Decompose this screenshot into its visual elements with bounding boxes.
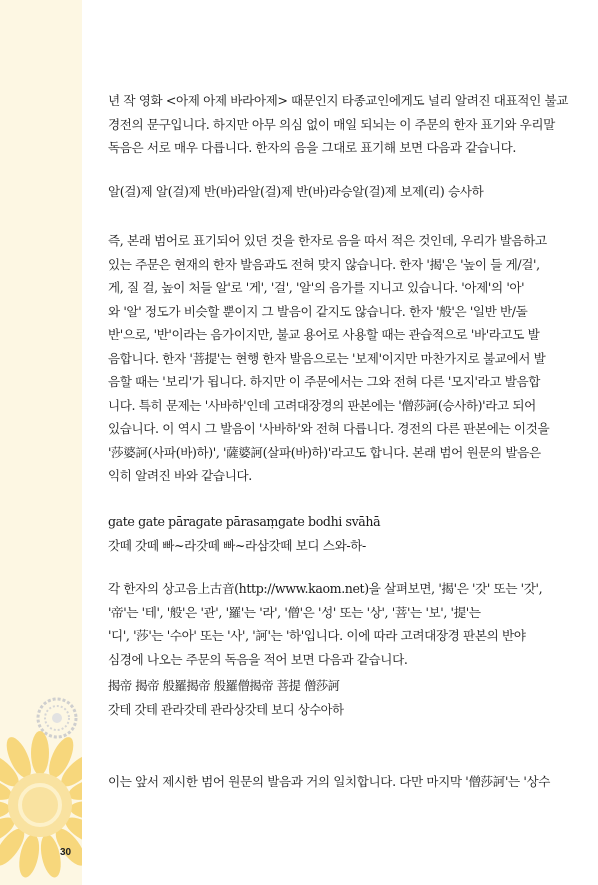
hanja-text: 揭帝 揭帝 般羅揭帝 般羅僧揭帝 菩提 僧莎訶 <box>108 679 340 693</box>
paragraph-movie-intro <box>108 89 586 160</box>
paragraph-pronunciation-analysis <box>108 229 586 488</box>
text-line: 있습니다. 이 역시 그 발음이 '사바하'와 전혀 다릅니다. 경전의 다른 판본에는 이것을 <box>108 421 550 436</box>
text-line: '디', '莎'는 '수아' 또는 '사', '訶'는 '하'입니다. 이에 따라 고려대장경 판본의 반야 <box>108 628 526 643</box>
text-line: 반'으로, '반'이라는 음가이지만, 불교 용어로 사용할 때는 관습적으로 '바'라고도 발 <box>108 327 540 342</box>
text-line: 독음은 서로 매우 다릅니다. 한자의 음을 그대로 표기해 보면 다음과 같습니다. <box>108 140 516 155</box>
text-line: 익히 알려진 바와 같습니다. <box>108 468 252 483</box>
text-line: 음합니다. 한자 '菩提'는 현행 한자 발음으로는 '보제'이지만 마찬가지로 불교에서 발 <box>108 350 546 366</box>
hanja-mantra <box>108 675 586 722</box>
sanskrit-transliteration: gate gate pāragate pārasaṃgate bodhi svāhā <box>108 514 381 529</box>
paragraph-conclusion <box>108 770 586 794</box>
archaic-pronunciation: 갓테 갓테 관라갓테 관라상갓테 보디 상수아하 <box>108 702 344 717</box>
text-line: '帝'는 '테', '般'은 '관', '羅'는 '라', '僧'은 '성' 또는 '상', '菩'는 '보', '提'는 <box>108 604 481 620</box>
text-line: 년 작 영화 <아제 아제 바라아제> 때문인지 타종교인에게도 널리 알려진 대표적인 불교 <box>108 93 568 108</box>
page-number: 30 <box>60 847 72 858</box>
text-line: '莎婆訶(사파(바)하)', '薩婆訶(살파(바)하)'라고도 합니다. 본래 범어 원문의 발음은 <box>108 444 541 460</box>
text-line: 경전의 문구입니다. 하지만 아무 의심 없이 매일 되뇌는 이 주문의 한자 표기와 우리말 <box>108 116 555 132</box>
text-line: 음할 때는 '보리'가 됩니다. 하지만 이 주문에서는 그와 전혀 다른 '모지'라고 발음합 <box>108 374 540 389</box>
text-line: 각 한자의 상고음上古音(http://www.kaom.net)을 살펴보면, '揭'은 '갓' 또는 '갓', <box>108 581 543 596</box>
korean-pronunciation: 갓떼 갓떼 빠~라갓떼 빠~라삼갓떼 보디 스와-하- <box>108 537 366 553</box>
text-line: 있는 주문은 현재의 한자 발음과도 전혀 맞지 않습니다. 한자 '揭'은 '높이 들 게/걸', <box>108 256 540 272</box>
sanskrit-mantra <box>108 510 586 557</box>
ring-ornament-icon <box>38 699 76 737</box>
text-line: 알(걸)제 알(걸)제 반(바)라알(걸)제 반(바)라승알(걸)제 보제(리) 승사하 <box>108 184 484 199</box>
text-line: 즉, 본래 범어로 표기되어 있던 것을 한자로 음을 따서 적은 것인데, 우리가 발음하고 <box>108 233 547 248</box>
paragraph-archaic-readings <box>108 577 586 671</box>
text-line: 와 '알' 정도가 비슷할 뿐이지 그 발음이 같지도 않습니다. 한자 '般'은 '일반 반/돌 <box>108 303 528 319</box>
text-line: 이는 앞서 제시한 범어 원문의 발음과 거의 일치합니다. 다만 마지막 '僧莎訶'는 '상수 <box>108 774 550 789</box>
hanja-reading-line <box>108 180 586 204</box>
text-line: 게, 질 걸, 높이 처들 알'로 '게', '걸', '알'의 음가를 지니고 있습니다. '아제'의 '아' <box>108 280 525 295</box>
text-line: 심경에 나오는 주문의 독음을 적어 보면 다음과 같습니다. <box>108 651 408 667</box>
text-line: 니다. 특히 문제는 '사바하'인데 고려대장경의 판본에는 '僧莎訶(승사하)'라고 되어 <box>108 397 536 413</box>
